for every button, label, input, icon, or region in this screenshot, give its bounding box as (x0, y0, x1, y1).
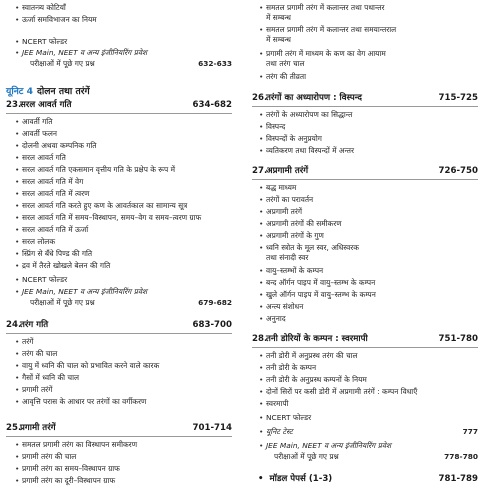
toc-item[interactable]: • सरल आवर्त गति में समय–विस्थापन, समय–वेग व समय–त्वरण ग्राफ (22, 213, 201, 222)
chapter-divider (6, 436, 232, 437)
toc-item[interactable]: • विस्पन्द (266, 122, 285, 131)
toc-item[interactable]: • अप्रगामी तरंगों की समीकरण (266, 219, 342, 228)
toc-item[interactable]: • समतल प्रगामी तरंग में कलान्तर तथा पथान्तर (266, 3, 384, 12)
toc-item[interactable]: • सरल आवर्त गति (22, 153, 66, 162)
chapter-title: प्रगामी तरंगें (20, 423, 56, 433)
toc-item[interactable]: • स्प्रिंग से बँधे पिण्ड की गति (22, 249, 92, 258)
toc-item-unit-test[interactable]: • यूनिट टेस्ट (266, 427, 293, 436)
toc-item[interactable]: • दोनों सिरों पर कसी डोरी में अप्रगामी तरंगें : कम्पन विधाएँ (266, 387, 417, 396)
toc-item[interactable]: • तरंग की तीव्रता (266, 72, 306, 81)
toc-item[interactable]: • दोलनी अथवा कम्पनिक गति (22, 141, 97, 150)
toc-item[interactable]: • प्रगामी तरंगें (22, 385, 52, 394)
chapter-title: अप्रगामी तरंगें (266, 166, 309, 176)
chapter-pages: 634-682 (192, 100, 232, 110)
toc-item[interactable]: • वायु–स्तम्भों के कम्पन (266, 266, 323, 275)
toc-item[interactable]: • गैसों में ध्वनि की चाल (22, 373, 79, 382)
toc-item[interactable]: • सरल आवर्त गति में त्वरण (22, 189, 89, 198)
toc-item[interactable]: • तनी डोरी के अनुप्रस्थ कम्पनों के नियम (266, 375, 367, 384)
chapter-number: 25. (6, 423, 22, 433)
chapter-number: 24. (6, 320, 22, 330)
toc-item[interactable]: • समतल प्रगामी तरंग में कलान्तर तथा समयान्तराल (266, 25, 396, 34)
toc-item[interactable]: • NCERT फोल्डर (22, 275, 67, 284)
toc-item[interactable]: • विस्पन्दों के अनुप्रयोग (266, 134, 322, 143)
toc-item[interactable]: • आवर्ती फलन (22, 129, 57, 138)
toc-item[interactable]: • NCERT फोल्डर (22, 37, 67, 46)
toc-item[interactable]: • तरंगों के अध्यारोपण का सिद्धान्त (266, 110, 352, 119)
chapter-title: तरंगों का अध्यारोपण : विस्पन्द (266, 93, 362, 103)
chapter-heading-24[interactable] (6, 320, 232, 331)
chapter-title: तनी डोरियों के कम्पन : स्वरमापी (266, 334, 368, 344)
toc-item[interactable]: • प्रगामी तरंग की चाल (22, 452, 76, 461)
toc-page-range: 632-633 (198, 59, 232, 68)
toc-item[interactable]: • सरल लोलक (22, 237, 55, 246)
chapter-pages: 701-714 (192, 423, 232, 433)
chapter-divider (252, 179, 478, 180)
toc-item[interactable]: • सरल आवर्त गति में ऊर्जा (22, 225, 88, 234)
toc-item[interactable]: • अप्रगामी तरंगों के गुण (266, 231, 324, 240)
unit-heading (6, 84, 90, 97)
toc-item[interactable]: • अन्त्य संशोधन (266, 302, 303, 311)
chapter-heading-27[interactable] (252, 166, 478, 177)
unit-label: यूनिट 4 (6, 86, 34, 97)
toc-exam-line: परीक्षाओं में पूछे गए प्रश्न (30, 298, 95, 307)
toc-exam-line: परीक्षाओं में पूछे गए प्रश्न (30, 59, 95, 68)
chapter-title: तरंग गति (20, 320, 49, 330)
toc-item[interactable]: • आवर्ती गति (22, 117, 52, 126)
chapter-number: 28. (252, 334, 268, 344)
chapter-number: 27. (252, 166, 268, 176)
toc-item[interactable]: • तनी डोरी में अनुप्रस्थ तरंग की चाल (266, 351, 358, 360)
chapter-heading-26[interactable] (252, 93, 478, 104)
toc-exam-line: परीक्षाओं में पूछे गए प्रश्न (274, 452, 339, 461)
toc-item[interactable]: • प्रगामी तरंग का दूरी–विस्थापन ग्राफ (22, 476, 115, 485)
toc-item[interactable]: • बद्ध माध्यम (266, 183, 296, 192)
toc-item-continued: तथा तरंग चाल (266, 59, 305, 68)
toc-item[interactable]: • स्वरमापी (266, 399, 288, 408)
toc-item-continued: में सम्बन्ध (266, 13, 291, 22)
toc-item[interactable]: • JEE Main, NEET व अन्य इंजीनियरिंग प्रवेश (22, 48, 147, 57)
toc-item[interactable]: • तरंगें (22, 337, 33, 346)
toc-item[interactable]: • JEE Main, NEET व अन्य इंजीनियरिंग प्रवेश (266, 441, 391, 450)
toc-item[interactable]: • आवृत्ति परास के आधार पर तरंगों का वर्गीकरण (22, 397, 146, 406)
chapter-heading-23[interactable] (6, 100, 232, 111)
toc-item[interactable]: • बन्द ऑर्गन पाइप में वायु–स्तम्भ के कम्पन (266, 278, 375, 287)
chapter-heading-25[interactable] (6, 423, 232, 434)
chapter-divider (252, 106, 478, 107)
chapter-pages: 726-750 (438, 166, 478, 176)
toc-item[interactable]: • सरल आवर्त गति एकसमान वृत्तीय गति के प्रक्षेप के रूप में (22, 165, 175, 174)
toc-item[interactable]: • ऊर्जा समविभाजन का नियम (22, 15, 97, 24)
unit-title: दोलन तथा तरंगें (37, 86, 90, 97)
toc-page-range: 778-780 (444, 452, 478, 461)
toc-item[interactable]: • अप्रगामी तरंगें (266, 207, 302, 216)
toc-item[interactable]: • NCERT फोल्डर (266, 413, 311, 422)
toc-item[interactable]: • तरंग की चाल (22, 349, 57, 358)
toc-item[interactable]: • सरल आवर्त गति करते हुए कण के आवर्तकाल का सामान्य सूत्र (22, 201, 187, 210)
toc-item[interactable]: • तनी डोरी के कम्पन (266, 363, 316, 372)
toc-item[interactable]: • प्रगामी तरंग में माध्यम के कण का वेग आयाम (266, 49, 386, 58)
toc-item[interactable]: • प्रगामी तरंग का समय–विस्थापन ग्राफ (22, 464, 120, 473)
chapter-number: 26. (252, 93, 268, 103)
chapter-pages: 715-725 (438, 93, 478, 103)
toc-item[interactable]: • ध्वनि स्त्रोत के मूल स्वर, अधिस्वरक (266, 243, 359, 252)
chapter-divider (6, 333, 232, 334)
chapter-heading-28[interactable] (252, 334, 478, 345)
bullet-icon: • (258, 474, 264, 484)
chapter-title: सरल आवर्त गति (20, 100, 72, 110)
chapter-divider (6, 113, 232, 114)
chapter-pages: 751-780 (438, 334, 478, 344)
toc-item[interactable]: • खुले ऑर्गन पाइप में वायु–स्तम्भ के कम्पन (266, 290, 376, 299)
toc-item[interactable]: • द्रव में तैरते खोखले बेलन की गति (22, 261, 110, 270)
toc-item[interactable]: • समतल प्रगामी तरंग का विस्थापन समीकरण (22, 440, 137, 449)
toc-item-continued: तथा संनादी स्वर (266, 253, 309, 262)
toc-item[interactable]: • अनुनाद (266, 314, 286, 323)
chapter-number: 23. (6, 100, 22, 110)
model-papers-heading[interactable] (258, 474, 478, 485)
toc-item-continued: में सम्बन्ध (266, 35, 291, 44)
model-papers-pages: 781-789 (438, 474, 478, 484)
toc-item[interactable]: • स्वातन्त्र्य कोटियाँ (22, 3, 66, 12)
toc-item[interactable]: • तरंगों का परावर्तन (266, 195, 313, 204)
toc-item[interactable]: • वायु में ध्वनि की चाल को प्रभावित करने वाले कारक (22, 361, 159, 370)
model-papers-label: मॉडल पेपर्स (1-3) (269, 474, 333, 484)
chapter-pages: 683-700 (192, 320, 232, 330)
toc-page-range: 679-682 (198, 298, 232, 307)
chapter-divider (252, 347, 478, 348)
toc-item[interactable]: • सरल आवर्त गति में वेग (22, 177, 83, 186)
toc-item[interactable]: • JEE Main, NEET व अन्य इंजीनियरिंग प्रवेश (22, 287, 147, 296)
toc-page-number: 777 (462, 427, 478, 436)
toc-item[interactable]: • व्यतिकरण तथा विस्पन्दों में अन्तर (266, 146, 354, 155)
